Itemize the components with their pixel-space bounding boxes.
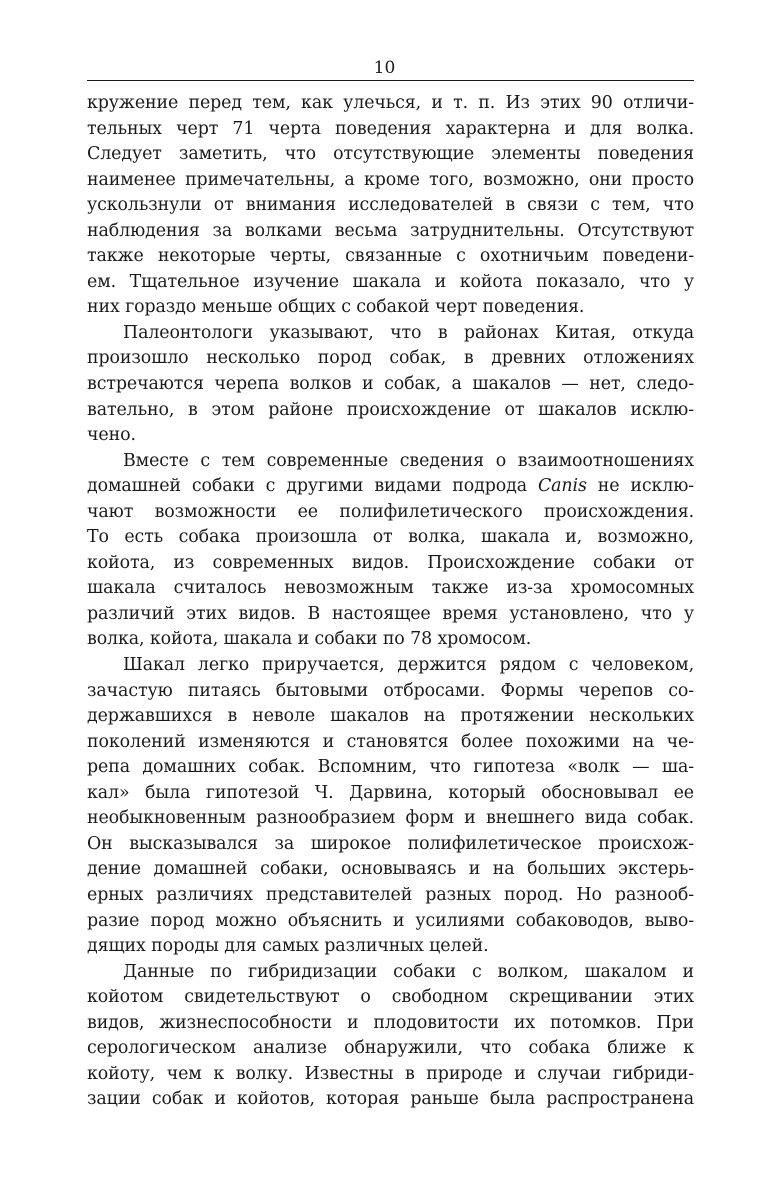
paragraph — [87, 321, 694, 449]
text-line: зации собак и койотов, которая раньше была распространена — [87, 1089, 694, 1110]
text-line: Палеонтологи указывают, что в районах Китая, откуда — [123, 322, 694, 343]
text-line: койотом свидетельствуют о свободном скрещивании этих — [87, 987, 694, 1008]
text-line: кал» была гипотезой Ч. Дарвина, который обосновывал ее — [87, 782, 694, 803]
text-line: То есть собака произошла от волка, шакала и, возможно, — [87, 527, 694, 548]
page-number: 10 — [373, 58, 396, 78]
text-line: кружение перед тем, как улечься, и т. п. Из этих 90 отличи- — [87, 93, 694, 113]
paragraph — [87, 91, 694, 321]
text-line: различий этих видов. В настоящее время установлено, что у — [87, 603, 694, 624]
text-line: державшихся в неволе шакалов на протяжении нескольких — [87, 706, 694, 727]
text-line: чают возможности ее полифилетического происхождения. — [87, 501, 694, 522]
text-line — [87, 474, 694, 500]
text-line: необыкновенным разнообразием форм и внешнего вида собак. — [87, 808, 694, 829]
text-line: тельных черт 71 черта поведения характерна и для волка. — [87, 118, 694, 139]
text-line: Он высказывался за широкое полифилетическое происхож- — [87, 833, 694, 854]
text-line: ускользнули от внимания исследователей в связи с тем, что — [87, 195, 694, 216]
text-line: зачастую питаясь бытовыми отбросами. Формы черепов со- — [87, 680, 694, 701]
paragraph — [87, 653, 694, 960]
text-line: репа домашних собак. Вспомним, что гипотеза «волк — ша- — [87, 757, 694, 778]
text-line: наименее примечательны, а кроме того, возможно, они просто — [87, 169, 694, 190]
text-line: дение домашней собаки, основываясь и на больших экстерь- — [87, 859, 694, 880]
text-line: серологическом анализе обнаружили, что собака ближе к — [87, 1038, 694, 1059]
text-line: Шакал легко приручается, держится рядом с человеком, — [123, 655, 694, 676]
text-line: вательно, в этом районе происхождение от шакалов исклю- — [87, 399, 694, 420]
text-line: койота, из современных видов. Происхождение собаки от — [87, 552, 694, 573]
text-line: дящих породы для самых различных целей. — [87, 936, 489, 957]
text-segment: домашней собаки с другими видами подрода — [87, 476, 538, 497]
text-line: шакала считалось невозможным также из-за хромосомных — [87, 578, 694, 599]
paragraph — [87, 449, 694, 653]
text-line: Следует заметить, что отсутствующие элементы поведения — [87, 144, 694, 165]
text-line: ерных различиях представителей разных пород. Но разнооб- — [87, 884, 694, 905]
text-line: также некоторые черты, связанные с охотничьим поведени- — [87, 246, 694, 267]
text-line: волка, койота, шакала и собаки по 78 хромосом. — [87, 629, 532, 650]
text-line: разие пород можно объяснить и усилиями собаководов, выво- — [87, 910, 694, 931]
text-line: поколений изменяются и становятся более похожими на че- — [87, 731, 694, 752]
paragraph — [87, 960, 694, 1113]
italic-term: Canis — [537, 476, 587, 497]
text-line: Данные по гибридизации собаки с волком, шакалом и — [123, 961, 694, 982]
text-line: встречаются черепа волков и собак, а шакалов — нет, следо- — [87, 374, 694, 395]
text-line: них гораздо меньше общих с собакой черт поведения. — [87, 297, 585, 318]
body-text — [87, 91, 694, 1113]
text-line: Вместе с тем современные сведения о взаимоотношениях — [123, 450, 694, 471]
header-rule — [87, 80, 694, 81]
text-line: видов, жизнеспособности и плодовитости их потомков. При — [87, 1012, 694, 1033]
text-line: произошло несколько пород собак, в древних отложениях — [87, 348, 694, 369]
text-line: ем. Тщательное изучение шакала и койота показало, что у — [87, 271, 694, 292]
text-line: чено. — [87, 425, 136, 446]
text-line: койоту, чем к волку. Известны в природе и случаи гибриди- — [87, 1063, 694, 1084]
text-line: наблюдения за волками весьма затруднительны. Отсутствуют — [87, 220, 694, 241]
text-segment: не исклю- — [586, 476, 694, 497]
